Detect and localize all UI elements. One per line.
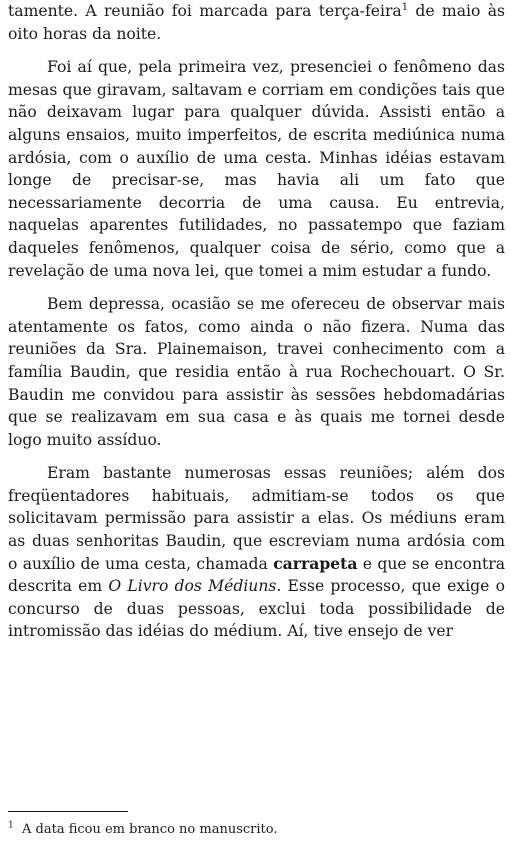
bold-term: carrapeta <box>273 553 358 573</box>
text-segment: Bem depressa, ocasião se me ofereceu de observar mais atentamente os fatos, como ainda o não fizera. Numa das reuniões da Sra. Plainemaison, travei conhecimento com a família Baudin, que residia então à rua Rochechouart. O Sr. Baudin me convidou para assistir às sessões hebdomadárias que se realizavam em sua casa e às quais me tornei desde logo muito assíduo. <box>8 295 505 449</box>
book-title: O Livro dos Médiuns <box>108 577 277 596</box>
footnote-reference: 1 <box>401 1 409 13</box>
paragraph-familia-baudin <box>8 293 505 451</box>
footnote <box>8 822 277 838</box>
footnote-divider <box>8 811 128 812</box>
text-segment: tamente. A reunião foi marcada para terça-feira <box>8 2 402 20</box>
footnote-marker: 1 <box>8 820 14 831</box>
text-segment: e que se encontra descrita em <box>8 554 505 596</box>
document-page <box>8 0 505 643</box>
footnote-text: A data ficou em branco no manuscrito. <box>22 822 278 837</box>
text-segment: de maio às oito horas da noite. <box>8 2 506 43</box>
text-segment: . Esse processo, que exige o concurso de duas pessoas, exclui toda possibilidade de intromissão das idéias do médium. Aí, tive ensejo de ver <box>8 577 505 641</box>
paragraph-continuation <box>8 0 505 45</box>
text-segment: Foi aí que, pela primeira vez, presenciei o fenômeno das mesas que giravam, saltavam e corriam em condições tais que não deixavam lugar para qualquer dúvida. Assisti então a alguns ensaios, muito imperfeitos, de escrita mediúnica numa ardósia, com o auxílio de uma cesta. Minhas idéias estavam longe de precisar-se, mas havia ali um fato que necessariamente decorria de uma causa. Eu entrevia, naquelas aparentes futilidades, no passatempo que faziam daqueles fenômenos, qualquer coisa de sério, como que a revelação de uma nova lei, que tomei a mim estudar a fundo. <box>8 58 505 280</box>
paragraph-mesas-giravam <box>8 56 505 282</box>
paragraph-reunioes <box>8 462 505 643</box>
text-segment: Eram bastante numerosas essas reuniões; além dos freqüentadores habituais, admitiam-se todos os que solicitavam permissão para assistir a elas. Os médiuns eram as duas senhoritas Baudin, que escreviam numa ardósia com o auxílio de uma cesta, chamada <box>8 464 505 573</box>
